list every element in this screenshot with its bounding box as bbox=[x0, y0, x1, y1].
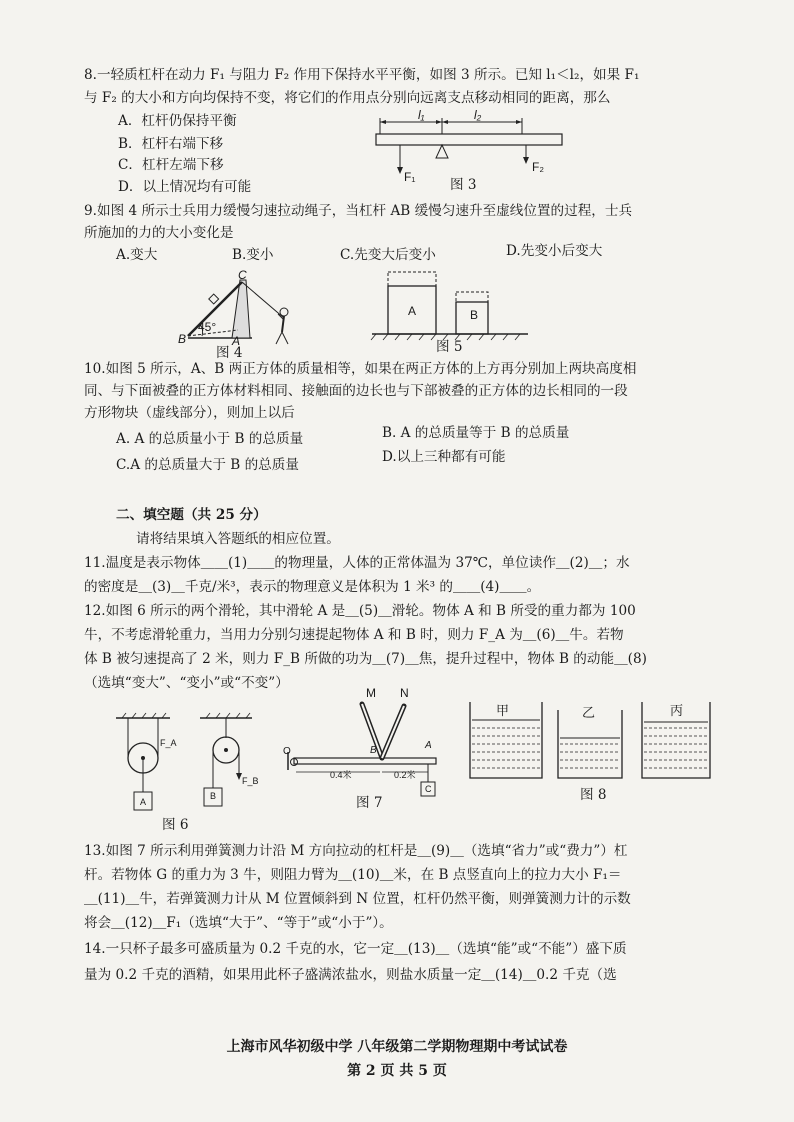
fig4-label-c: C bbox=[238, 268, 247, 282]
fig6-label-fa: F_A bbox=[160, 738, 177, 748]
fig7-caption: 图 7 bbox=[356, 795, 383, 811]
fig3-caption: 图 3 bbox=[450, 177, 477, 193]
q8-stem-line1: 8.一轻质杠杆在动力 F₁ 与阻力 F₂ 作用下保持水平平衡，如图 3 所示。已知 l₁＜l₂，如果 F₁ bbox=[84, 67, 640, 83]
figure-6-pulleys bbox=[112, 712, 272, 822]
fig3-label-f1: F₁ bbox=[404, 170, 416, 184]
q8-stem-line2: 与 F₂ 的大小和方向均保持不变，将它们的作用点分别向远离支点移动相同的距离，那么 bbox=[84, 90, 611, 106]
fig5-caption: 图 5 bbox=[436, 339, 463, 355]
fig8-label-bing: 丙 bbox=[670, 703, 684, 718]
q10-option-b: B. A 的总质量等于 B 的总质量 bbox=[382, 425, 570, 441]
fig7-label-dist-1: 0.4米 bbox=[330, 770, 352, 780]
q10-stem-line3: 方形物块（虚线部分），则加上以后 bbox=[84, 405, 295, 421]
fig4-caption: 图 4 bbox=[216, 345, 243, 361]
q13-line4: 将会＿(12)＿F₁（选填“大于”、“等于”或“小于”）。 bbox=[84, 915, 393, 931]
section-2-title: 二、填空题（共 25 分） bbox=[116, 507, 267, 523]
fig3-label-l2: l₂ bbox=[474, 108, 482, 122]
q9-stem-line1: 9.如图 4 所示士兵用力缓慢匀速拉动绳子，当杠杆 AB 缓慢匀速升至虚线位置的过程，士兵 bbox=[84, 203, 633, 219]
fig4-label-angle: 45° bbox=[198, 320, 217, 334]
q9-option-d: D.先变小后变大 bbox=[506, 243, 603, 259]
fig3-label-f2: F₂ bbox=[532, 160, 544, 174]
q12-line4: （选填“变大”、“变小”或“不变”） bbox=[84, 675, 289, 691]
fig7-label-o: O bbox=[283, 746, 291, 757]
q8-option-d: D．以上情况均有可能 bbox=[118, 179, 252, 195]
section-2-instruction: 请将结果填入答题纸的相应位置。 bbox=[136, 531, 340, 547]
footer-school-title: 上海市风华初级中学 八年级第二学期物理期中考试试卷 bbox=[226, 1039, 568, 1055]
q13-line1: 13.如图 7 所示利用弹簧测力计沿 M 方向拉动的杠杆是＿(9)＿（选填“省力”或“费力”）杠 bbox=[84, 843, 628, 859]
q10-stem-line1: 10.如图 5 所示，A、B 两正方体的质量相等，如果在两正方体的上方再分别加上两块高度相 bbox=[84, 361, 637, 377]
fig7-label-b: B bbox=[370, 745, 377, 756]
fig6-label-fb: F_B bbox=[242, 776, 259, 786]
q8-option-b: B．杠杆右端下移 bbox=[118, 136, 224, 152]
fig3-label-l1: l₁ bbox=[418, 108, 425, 122]
fig8-label-jia: 甲 bbox=[496, 703, 510, 718]
fig4-label-a: A bbox=[232, 334, 241, 348]
q10-option-d: D.以上三种都有可能 bbox=[382, 449, 506, 465]
q10-option-c: C.A 的总质量大于 B 的总质量 bbox=[116, 457, 299, 473]
q12-line3: 体 B 被匀速提高了 2 米，则力 F_B 所做的功为＿(7)＿焦，提升过程中，物体 B 的动能＿(8) bbox=[84, 651, 647, 667]
q14-line1: 14.一只杯子最多可盛质量为 0.2 千克的水，它一定＿(13)＿（选填“能”或“不能”）盛下质 bbox=[84, 941, 627, 957]
q9-option-b: B.变小 bbox=[232, 247, 274, 263]
fig4-label-b: B bbox=[178, 332, 187, 346]
q11-line1: 11.温度是表示物体＿＿(1)＿＿的物理量，人体的正常体温为 37℃，单位读作＿(2)＿；水 bbox=[84, 555, 630, 571]
q12-line1: 12.如图 6 所示的两个滑轮，其中滑轮 A 是＿(5)＿滑轮。物体 A 和 B 所受的重力都为 100 bbox=[84, 603, 636, 619]
fig6-caption: 图 6 bbox=[162, 817, 189, 833]
q8-option-a: A．杠杆仍保持平衡 bbox=[118, 113, 237, 129]
q10-stem-line2: 同、与下面被叠的正方体材料相同、接触面的边长也与下部被叠的正方体的边长相同的一段 bbox=[84, 383, 628, 399]
q13-line3: ＿(11)＿牛，若弹簧测力计从 M 位置倾斜到 N 位置，杠杆仍然平衡，则弹簧测力计的示数 bbox=[84, 891, 631, 907]
fig8-label-yi: 乙 bbox=[582, 705, 596, 720]
q11-line2: 的密度是＿(3)＿千克/米³，表示的物理意义是体积为 1 米³ 的＿＿(4)＿＿。 bbox=[84, 579, 541, 595]
fig8-caption: 图 8 bbox=[580, 787, 607, 803]
fig7-label-c: C bbox=[425, 784, 432, 794]
fig6-label-b: B bbox=[210, 791, 217, 801]
fig5-label-a: A bbox=[408, 304, 417, 318]
q13-line2: 杆。若物体 G 的重力为 3 牛，则阻力臂为＿(10)＿米，在 B 点竖直向上的拉力大小 F₁＝ bbox=[84, 867, 622, 883]
q9-option-c: C.先变大后变小 bbox=[340, 247, 436, 263]
fig5-label-b: B bbox=[470, 308, 479, 322]
fig7-label-n: N bbox=[400, 686, 409, 700]
figure-5-cubes bbox=[368, 270, 538, 340]
footer-page-number: 第 2 页 共 5 页 bbox=[347, 1063, 447, 1079]
fig6-label-a: A bbox=[140, 797, 147, 807]
fig7-label-a: A bbox=[425, 740, 432, 751]
q10-option-a: A. A 的总质量小于 B 的总质量 bbox=[116, 431, 304, 447]
fig7-label-dist-2: 0.2米 bbox=[394, 770, 416, 780]
q8-option-c: C．杠杆左端下移 bbox=[118, 157, 224, 173]
q9-stem-line2: 所施加的力的大小变化是 bbox=[84, 225, 234, 241]
fig7-label-m: M bbox=[366, 686, 376, 700]
q9-option-a: A.变大 bbox=[116, 247, 158, 263]
figure-7-lever-spring-scale bbox=[284, 700, 444, 800]
q14-line2: 量为 0.2 千克的酒精，如果用此杯子盛满浓盐水，则盐水质量一定＿(14)＿0.2 千克（选 bbox=[84, 967, 617, 983]
figure-4-soldier-lever bbox=[180, 270, 310, 350]
q12-line2: 牛，不考虑滑轮重力，当用力分别匀速提起物体 A 和 B 时，则力 F_A 为＿(6)＿牛。若物 bbox=[84, 627, 624, 643]
